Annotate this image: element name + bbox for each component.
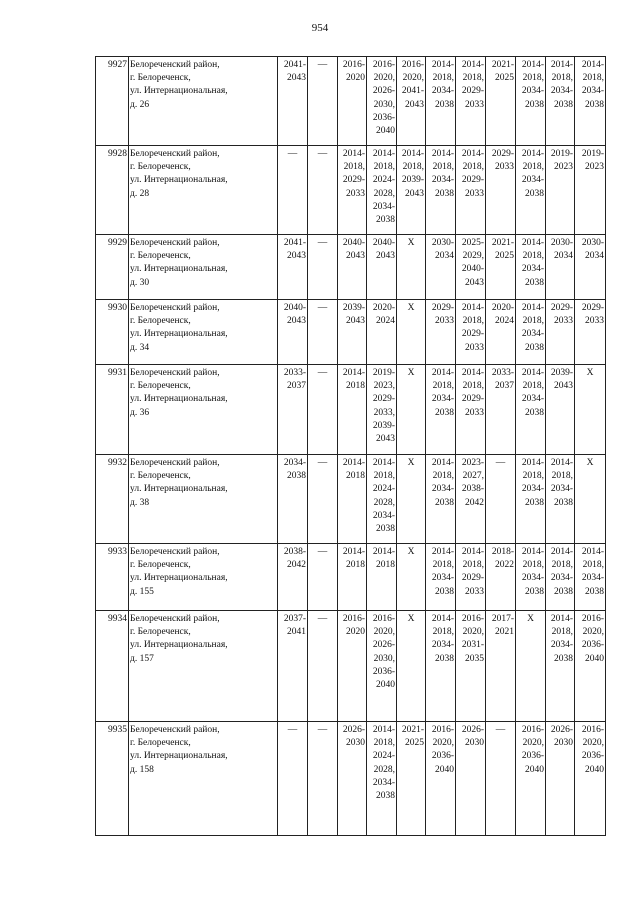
- period-cell: —: [308, 365, 338, 455]
- address-line: ул. Интернациональная,: [130, 751, 228, 762]
- address-line: Белореченский район,: [130, 238, 220, 248]
- period-cell: X: [397, 300, 426, 365]
- table-row: [96, 544, 606, 611]
- address-line: ул. Интернациональная,: [130, 640, 228, 651]
- period-cell: 2016- 2020, 2026- 2030, 2036- 2040: [367, 57, 397, 146]
- period-cell: 2020- 2024: [486, 300, 516, 365]
- period-cell: 2025- 2029, 2040- 2043: [456, 235, 486, 300]
- period-cell: 2014- 2018, 2034- 2038: [516, 544, 546, 611]
- address-line: г. Белореченск,: [130, 471, 191, 482]
- period-cell: 2014- 2018, 2029- 2033: [456, 365, 486, 455]
- period-cell: —: [308, 57, 338, 146]
- period-cell: X: [397, 235, 426, 300]
- period-cell: 2016- 2020, 2031- 2035: [456, 611, 486, 722]
- period-cell: X: [397, 455, 426, 544]
- address-cell: [129, 544, 278, 611]
- page-number: 954: [311, 22, 329, 34]
- period-cell: 2037- 2041: [278, 611, 308, 722]
- table-row: [96, 611, 606, 722]
- period-cell: 2029- 2033: [575, 300, 606, 365]
- period-cell: 2019- 2023: [546, 146, 575, 235]
- period-cell: —: [486, 722, 516, 836]
- period-cell: 2014- 2018, 2034- 2038: [426, 455, 456, 544]
- period-cell: 2014- 2018, 2034- 2038: [426, 544, 456, 611]
- table-row: [96, 365, 606, 455]
- period-cell: 2029- 2033: [486, 146, 516, 235]
- period-cell: X: [575, 365, 606, 455]
- period-cell: 2014- 2018, 2024- 2028, 2034- 2038: [367, 455, 397, 544]
- period-cell: 2017- 2021: [486, 611, 516, 722]
- period-cell: 2014- 2018, 2034- 2038: [426, 146, 456, 235]
- register-table: [95, 56, 606, 836]
- address-line: д. 155: [130, 586, 154, 597]
- address-cell: [129, 235, 278, 300]
- period-cell: 2014- 2018, 2034- 2038: [516, 365, 546, 455]
- period-cell: 2014- 2018: [367, 544, 397, 611]
- period-cell: 2014- 2018, 2029- 2033: [456, 57, 486, 146]
- period-cell: 2029- 2033: [426, 300, 456, 365]
- period-cell: 2014- 2018, 2024- 2028, 2034- 2038: [367, 722, 397, 836]
- period-cell: 2014- 2018, 2029- 2033: [456, 146, 486, 235]
- period-cell: 2023- 2027, 2038- 2042: [456, 455, 486, 544]
- row-number: 9934: [96, 611, 129, 722]
- address-line: ул. Интернациональная,: [130, 86, 228, 97]
- row-number: 9933: [96, 544, 129, 611]
- address-cell: [129, 722, 278, 836]
- row-number: 9929: [96, 235, 129, 300]
- period-cell: 2040- 2043: [338, 235, 367, 300]
- address-line: г. Белореченск,: [130, 162, 191, 173]
- address-line: Белореченский район,: [130, 60, 220, 70]
- period-cell: 2041- 2043: [278, 57, 308, 146]
- address-line: Белореченский район,: [130, 614, 220, 624]
- period-cell: 2039- 2043: [338, 300, 367, 365]
- address-line: г. Белореченск,: [130, 738, 191, 749]
- table-row: [96, 235, 606, 300]
- period-cell: —: [308, 611, 338, 722]
- period-cell: 2019- 2023: [575, 146, 606, 235]
- period-cell: 2014- 2018, 2034- 2038: [516, 57, 546, 146]
- period-cell: 2033- 2037: [278, 365, 308, 455]
- period-cell: 2038- 2042: [278, 544, 308, 611]
- table-row: [96, 300, 606, 365]
- period-cell: 2026- 2030: [546, 722, 575, 836]
- period-cell: 2034- 2038: [278, 455, 308, 544]
- period-cell: 2030- 2034: [546, 235, 575, 300]
- period-cell: 2021- 2025: [486, 57, 516, 146]
- period-cell: —: [308, 544, 338, 611]
- address-line: Белореченский район,: [130, 458, 220, 468]
- period-cell: 2020- 2024: [367, 300, 397, 365]
- address-line: г. Белореченск,: [130, 627, 191, 638]
- period-cell: 2014- 2018, 2039- 2043: [397, 146, 426, 235]
- period-cell: 2014- 2018, 2034- 2038: [426, 57, 456, 146]
- table-row: [96, 57, 606, 146]
- address-cell: [129, 611, 278, 722]
- period-cell: 2014- 2018, 2034- 2038: [546, 57, 575, 146]
- address-line: ул. Интернациональная,: [130, 264, 228, 275]
- period-cell: 2018- 2022: [486, 544, 516, 611]
- period-cell: 2014- 2018, 2024- 2028, 2034- 2038: [367, 146, 397, 235]
- row-number: 9935: [96, 722, 129, 836]
- address-line: д. 34: [130, 342, 150, 353]
- period-cell: —: [308, 235, 338, 300]
- period-cell: —: [278, 146, 308, 235]
- address-line: Белореченский район,: [130, 368, 220, 378]
- period-cell: 2014- 2018, 2029- 2033: [338, 146, 367, 235]
- period-cell: —: [308, 146, 338, 235]
- period-cell: 2030- 2034: [575, 235, 606, 300]
- table-row: [96, 146, 606, 235]
- period-cell: 2014- 2018, 2034- 2038: [575, 544, 606, 611]
- period-cell: 2014- 2018, 2034- 2038: [546, 455, 575, 544]
- address-line: г. Белореченск,: [130, 73, 191, 84]
- period-cell: X: [397, 365, 426, 455]
- period-cell: —: [308, 722, 338, 836]
- period-cell: 2016- 2020, 2026- 2030, 2036- 2040: [367, 611, 397, 722]
- address-line: д. 26: [130, 99, 150, 110]
- row-number: 9927: [96, 57, 129, 146]
- period-cell: —: [278, 722, 308, 836]
- address-line: г. Белореченск,: [130, 251, 191, 262]
- period-cell: 2040- 2043: [278, 300, 308, 365]
- period-cell: 2014- 2018, 2034- 2038: [546, 611, 575, 722]
- address-line: д. 158: [130, 764, 154, 775]
- period-cell: 2014- 2018, 2034- 2038: [516, 235, 546, 300]
- address-line: ул. Интернациональная,: [130, 573, 228, 584]
- period-cell: 2014- 2018, 2034- 2038: [516, 146, 546, 235]
- address-line: г. Белореченск,: [130, 381, 191, 392]
- address-cell: [129, 455, 278, 544]
- address-line: д. 38: [130, 497, 150, 508]
- period-cell: 2033- 2037: [486, 365, 516, 455]
- address-line: Белореченский район,: [130, 547, 220, 557]
- period-cell: 2016- 2020: [338, 57, 367, 146]
- period-cell: 2016- 2020: [338, 611, 367, 722]
- period-cell: 2014- 2018, 2034- 2038: [516, 300, 546, 365]
- row-number: 9928: [96, 146, 129, 235]
- address-line: ул. Интернациональная,: [130, 329, 228, 340]
- row-number: 9930: [96, 300, 129, 365]
- period-cell: 2026- 2030: [456, 722, 486, 836]
- address-line: ул. Интернациональная,: [130, 484, 228, 495]
- period-cell: 2014- 2018, 2029- 2033: [456, 544, 486, 611]
- address-cell: [129, 365, 278, 455]
- address-line: г. Белореченск,: [130, 316, 191, 327]
- period-cell: 2014- 2018: [338, 365, 367, 455]
- period-cell: 2039- 2043: [546, 365, 575, 455]
- address-cell: [129, 57, 278, 146]
- period-cell: 2016- 2020, 2036- 2040: [575, 611, 606, 722]
- row-number: 9932: [96, 455, 129, 544]
- period-cell: X: [397, 544, 426, 611]
- address-line: д. 30: [130, 277, 150, 288]
- period-cell: 2016- 2020, 2041- 2043: [397, 57, 426, 146]
- address-line: д. 36: [130, 407, 150, 418]
- period-cell: 2040- 2043: [367, 235, 397, 300]
- period-cell: 2021- 2025: [486, 235, 516, 300]
- period-cell: 2014- 2018: [338, 455, 367, 544]
- address-line: д. 157: [130, 653, 154, 664]
- address-cell: [129, 300, 278, 365]
- address-line: ул. Интернациональная,: [130, 175, 228, 186]
- address-line: Белореченский район,: [130, 725, 220, 735]
- period-cell: 2016- 2020, 2036- 2040: [516, 722, 546, 836]
- row-number: 9931: [96, 365, 129, 455]
- period-cell: —: [308, 455, 338, 544]
- table-row: [96, 722, 606, 836]
- period-cell: —: [308, 300, 338, 365]
- address-line: Белореченский район,: [130, 149, 220, 159]
- address-line: ул. Интернациональная,: [130, 394, 228, 405]
- period-cell: 2014- 2018, 2034- 2038: [516, 455, 546, 544]
- period-cell: 2014- 2018, 2029- 2033: [456, 300, 486, 365]
- period-cell: 2026- 2030: [338, 722, 367, 836]
- period-cell: 2016- 2020, 2036- 2040: [575, 722, 606, 836]
- period-cell: 2019- 2023, 2029- 2033, 2039- 2043: [367, 365, 397, 455]
- period-cell: X: [516, 611, 546, 722]
- period-cell: 2016- 2020, 2036- 2040: [426, 722, 456, 836]
- period-cell: 2014- 2018, 2034- 2038: [426, 365, 456, 455]
- address-line: Белореченский район,: [130, 303, 220, 313]
- period-cell: 2029- 2033: [546, 300, 575, 365]
- address-line: г. Белореченск,: [130, 560, 191, 571]
- period-cell: 2014- 2018, 2034- 2038: [546, 544, 575, 611]
- table-row: [96, 455, 606, 544]
- period-cell: X: [397, 611, 426, 722]
- period-cell: 2021- 2025: [397, 722, 426, 836]
- period-cell: 2014- 2018: [338, 544, 367, 611]
- address-cell: [129, 146, 278, 235]
- address-line: д. 28: [130, 188, 150, 199]
- period-cell: 2014- 2018, 2034- 2038: [575, 57, 606, 146]
- period-cell: —: [486, 455, 516, 544]
- period-cell: 2030- 2034: [426, 235, 456, 300]
- period-cell: X: [575, 455, 606, 544]
- period-cell: 2014- 2018, 2034- 2038: [426, 611, 456, 722]
- period-cell: 2041- 2043: [278, 235, 308, 300]
